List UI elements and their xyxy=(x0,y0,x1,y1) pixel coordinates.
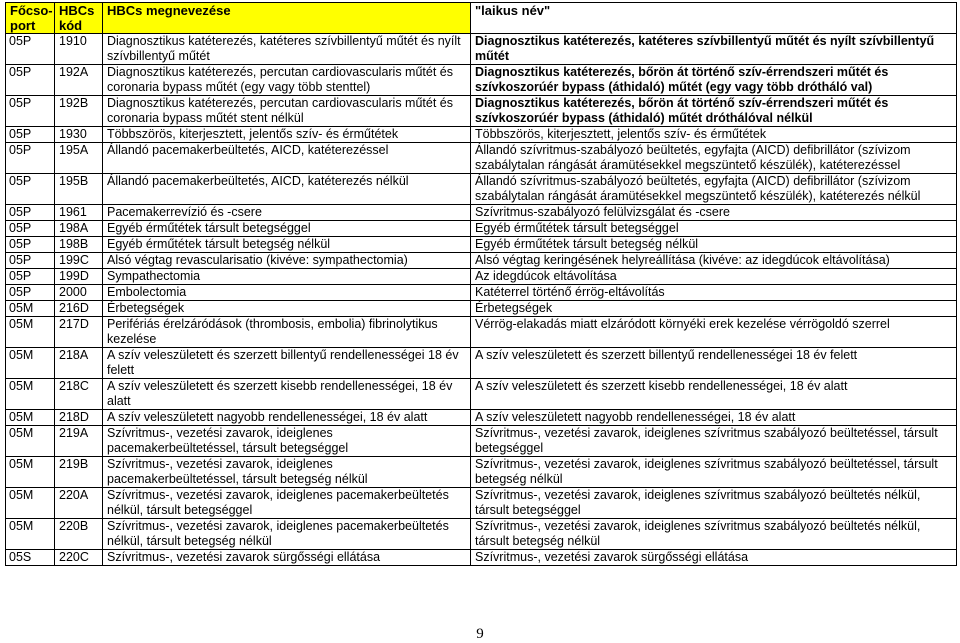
cell-hbcs-megnevezes: Embolectomia xyxy=(103,285,471,301)
table-row xyxy=(6,348,957,379)
cell-laikus-nev: Szívritmus-, vezetési zavarok, ideiglenes szívritmus szabályozó beültetés nélkül, társult betegség nélkül xyxy=(471,519,957,550)
cell-focsoport: 05M xyxy=(6,457,55,488)
table-row xyxy=(6,488,957,519)
cell-hbcs-kod: 198B xyxy=(55,237,103,253)
cell-focsoport: 05P xyxy=(6,96,55,127)
cell-laikus-nev: Katéterrel történő érrög-eltávolítás xyxy=(471,285,957,301)
cell-laikus-nev: Állandó szívritmus-szabályozó beültetés, egyfajta (AICD) defibrillátor (szívizom szabálytalan rángását áramütésekkel megszüntető készülék), katéterezés nélkül xyxy=(471,174,957,205)
table-row xyxy=(6,379,957,410)
cell-laikus-nev: Egyéb érműtétek társult betegséggel xyxy=(471,221,957,237)
header-focsoport: Főcso-port xyxy=(6,3,55,34)
cell-focsoport: 05P xyxy=(6,285,55,301)
cell-hbcs-kod: 220A xyxy=(55,488,103,519)
cell-hbcs-kod: 218C xyxy=(55,379,103,410)
cell-focsoport: 05P xyxy=(6,174,55,205)
cell-hbcs-megnevezes: A szív veleszületett nagyobb rendellenességei, 18 év alatt xyxy=(103,410,471,426)
cell-hbcs-megnevezes: Egyéb érműtétek társult betegség nélkül xyxy=(103,237,471,253)
header-hbcs-kod: HBCs kód xyxy=(55,3,103,34)
table-row xyxy=(6,143,957,174)
cell-laikus-nev: Szívritmus-, vezetési zavarok, ideiglenes szívritmus szabályozó beültetés nélkül, társult betegséggel xyxy=(471,488,957,519)
cell-focsoport: 05M xyxy=(6,379,55,410)
cell-laikus-nev: Szívritmus-, vezetési zavarok, ideiglenes szívritmus szabályozó beültetéssel, társult betegséggel xyxy=(471,426,957,457)
cell-focsoport: 05P xyxy=(6,65,55,96)
cell-hbcs-kod: 1910 xyxy=(55,34,103,65)
cell-hbcs-kod: 2000 xyxy=(55,285,103,301)
cell-laikus-nev: Egyéb érműtétek társult betegség nélkül xyxy=(471,237,957,253)
cell-hbcs-megnevezes: Szívritmus-, vezetési zavarok, ideiglenes pacemakerbeültetés nélkül, társult betegséggel xyxy=(103,488,471,519)
cell-hbcs-kod: 192A xyxy=(55,65,103,96)
cell-hbcs-kod: 219A xyxy=(55,426,103,457)
table-row xyxy=(6,205,957,221)
cell-hbcs-kod: 199D xyxy=(55,269,103,285)
cell-focsoport: 05P xyxy=(6,205,55,221)
cell-focsoport: 05M xyxy=(6,317,55,348)
cell-hbcs-kod: 219B xyxy=(55,457,103,488)
table-row xyxy=(6,550,957,566)
cell-laikus-nev: Szívritmus-, vezetési zavarok sürgősségi ellátása xyxy=(471,550,957,566)
cell-hbcs-kod: 220C xyxy=(55,550,103,566)
cell-laikus-nev: Az idegdúcok eltávolítása xyxy=(471,269,957,285)
cell-hbcs-megnevezes: Érbetegségek xyxy=(103,301,471,317)
header-row xyxy=(6,3,957,34)
cell-hbcs-megnevezes: Diagnosztikus katéterezés, percutan cardiovascularis műtét és coronaria bypass műtét (egy vagy több stenttel) xyxy=(103,65,471,96)
table-row xyxy=(6,65,957,96)
cell-laikus-nev: Diagnosztikus katéterezés, katéteres szívbillentyű műtét és nyílt szívbillentyű műtét xyxy=(471,34,957,65)
cell-laikus-nev: Érbetegségek xyxy=(471,301,957,317)
cell-laikus-nev: Alsó végtag keringésének helyreállítása (kivéve: az idegdúcok eltávolítása) xyxy=(471,253,957,269)
table-row xyxy=(6,269,957,285)
cell-laikus-nev: Többszörös, kiterjesztett, jelentős szív- és érműtétek xyxy=(471,127,957,143)
cell-hbcs-megnevezes: A szív veleszületett és szerzett billentyű rendellenességei 18 év felett xyxy=(103,348,471,379)
cell-laikus-nev: Diagnosztikus katéterezés, bőrön át történő szív-érrendszeri műtét és szívkoszorúér bypass (áthidaló) műtét dróthálóval nélkül xyxy=(471,96,957,127)
table-row xyxy=(6,410,957,426)
header-hbcs-megnevezese: HBCs megnevezése xyxy=(103,3,471,34)
cell-hbcs-megnevezes: Alsó végtag revascularisatio (kivéve: sympathectomia) xyxy=(103,253,471,269)
cell-hbcs-kod: 217D xyxy=(55,317,103,348)
cell-focsoport: 05P xyxy=(6,34,55,65)
cell-focsoport: 05M xyxy=(6,519,55,550)
cell-focsoport: 05P xyxy=(6,253,55,269)
table-row xyxy=(6,519,957,550)
cell-focsoport: 05P xyxy=(6,237,55,253)
cell-hbcs-kod: 218A xyxy=(55,348,103,379)
cell-hbcs-kod: 220B xyxy=(55,519,103,550)
header-laikus-nev: "laikus név" xyxy=(471,3,957,34)
cell-hbcs-megnevezes: Egyéb érműtétek társult betegséggel xyxy=(103,221,471,237)
cell-hbcs-megnevezes: Szívritmus-, vezetési zavarok, ideiglenes pacemakerbeültetéssel, társult betegséggel xyxy=(103,426,471,457)
cell-hbcs-megnevezes: Diagnosztikus katéterezés, percutan cardiovascularis műtét és coronaria bypass műtét stent nélkül xyxy=(103,96,471,127)
cell-focsoport: 05M xyxy=(6,301,55,317)
table-row xyxy=(6,174,957,205)
cell-focsoport: 05M xyxy=(6,488,55,519)
cell-laikus-nev: Diagnosztikus katéterezés, bőrön át történő szív-érrendszeri műtét és szívkoszorúér bypass (áthidaló) műtét (egy vagy több drótháló val) xyxy=(471,65,957,96)
cell-hbcs-megnevezes: Szívritmus-, vezetési zavarok, ideiglenes pacemakerbeültetés nélkül, társult betegség nélkül xyxy=(103,519,471,550)
cell-laikus-nev: Állandó szívritmus-szabályozó beültetés, egyfajta (AICD) defibrillátor (szívizom szabálytalan rángását áramütésekkel megszüntető készülék), katéterezéssel xyxy=(471,143,957,174)
page-number: 9 xyxy=(476,626,484,642)
cell-focsoport: 05M xyxy=(6,348,55,379)
table-row xyxy=(6,317,957,348)
cell-focsoport: 05S xyxy=(6,550,55,566)
cell-hbcs-megnevezes: Sympathectomia xyxy=(103,269,471,285)
cell-hbcs-megnevezes: Perifériás érelzáródások (thrombosis, embolia) fibrinolytikus kezelése xyxy=(103,317,471,348)
cell-laikus-nev: A szív veleszületett és szerzett billentyű rendellenességei 18 év felett xyxy=(471,348,957,379)
cell-hbcs-kod: 199C xyxy=(55,253,103,269)
table-row xyxy=(6,221,957,237)
cell-hbcs-megnevezes: Pacemakerrevízió és -csere xyxy=(103,205,471,221)
cell-laikus-nev: A szív veleszületett nagyobb rendellenességei, 18 év alatt xyxy=(471,410,957,426)
cell-hbcs-kod: 198A xyxy=(55,221,103,237)
cell-hbcs-megnevezes: Állandó pacemakerbeültetés, AICD, katéterezés nélkül xyxy=(103,174,471,205)
cell-focsoport: 05M xyxy=(6,410,55,426)
cell-focsoport: 05P xyxy=(6,221,55,237)
cell-laikus-nev: Szívritmus-, vezetési zavarok, ideiglenes szívritmus szabályozó beültetéssel, társult betegség nélkül xyxy=(471,457,957,488)
cell-hbcs-kod: 192B xyxy=(55,96,103,127)
table-row xyxy=(6,237,957,253)
cell-focsoport: 05P xyxy=(6,143,55,174)
cell-hbcs-megnevezes: Többszörös, kiterjesztett, jelentős szív- és érműtétek xyxy=(103,127,471,143)
cell-laikus-nev: A szív veleszületett és szerzett kisebb rendellenességei, 18 év alatt xyxy=(471,379,957,410)
cell-hbcs-kod: 1961 xyxy=(55,205,103,221)
cell-focsoport: 05M xyxy=(6,426,55,457)
cell-hbcs-kod: 216D xyxy=(55,301,103,317)
table-row xyxy=(6,301,957,317)
cell-hbcs-megnevezes: Állandó pacemakerbeültetés, AICD, katéterezéssel xyxy=(103,143,471,174)
cell-hbcs-kod: 1930 xyxy=(55,127,103,143)
cell-laikus-nev: Vérrög-elakadás miatt elzáródott környéki erek kezelése vérrögoldó szerrel xyxy=(471,317,957,348)
cell-hbcs-kod: 218D xyxy=(55,410,103,426)
table-row xyxy=(6,253,957,269)
table-row xyxy=(6,127,957,143)
cell-hbcs-kod: 195A xyxy=(55,143,103,174)
cell-hbcs-megnevezes: A szív veleszületett és szerzett kisebb rendellenességei, 18 év alatt xyxy=(103,379,471,410)
table-row xyxy=(6,457,957,488)
table-row xyxy=(6,96,957,127)
hbcs-table xyxy=(5,2,957,566)
cell-hbcs-megnevezes: Diagnosztikus katéterezés, katéteres szívbillentyű műtét és nyílt szívbillentyű műtét xyxy=(103,34,471,65)
cell-hbcs-megnevezes: Szívritmus-, vezetési zavarok, ideiglenes pacemakerbeültetéssel, társult betegség nélkül xyxy=(103,457,471,488)
table-row xyxy=(6,426,957,457)
cell-laikus-nev: Szívritmus-szabályozó felülvizsgálat és -csere xyxy=(471,205,957,221)
cell-hbcs-kod: 195B xyxy=(55,174,103,205)
table-row xyxy=(6,285,957,301)
cell-focsoport: 05P xyxy=(6,269,55,285)
cell-hbcs-megnevezes: Szívritmus-, vezetési zavarok sürgősségi ellátása xyxy=(103,550,471,566)
cell-focsoport: 05P xyxy=(6,127,55,143)
table-row xyxy=(6,34,957,65)
